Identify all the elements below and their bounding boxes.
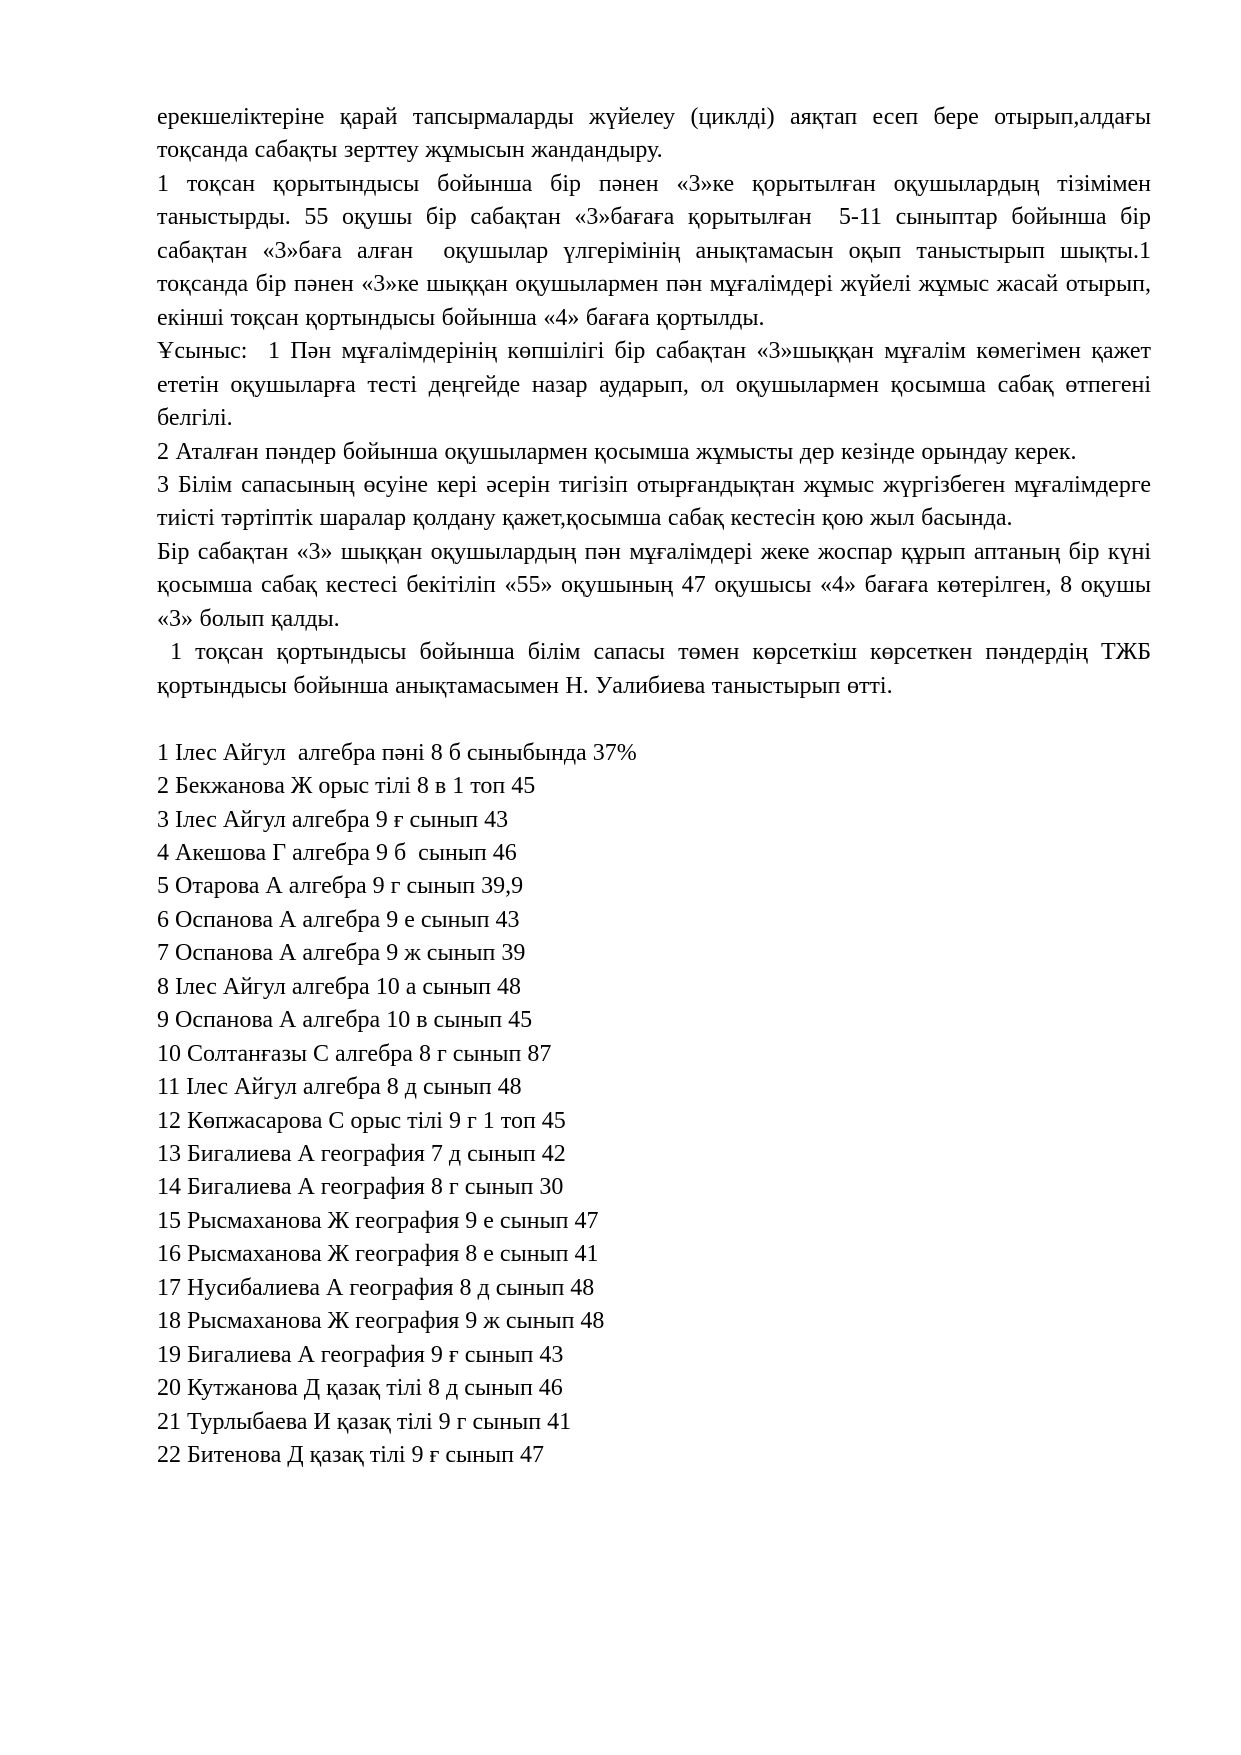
list-item: 9 Оспанова А алгебра 10 в сынып 45 <box>157 1007 533 1034</box>
list-item: 10 Солтанғазы С алгебра 8 г сынып 87 <box>157 1040 552 1067</box>
paragraph: Бір сабақтан «3» шыққан оқушылардың пән мұғалімдері жеке жоспар құрып аптаның бір күні қосымша сабақ кестесі бекітіліп «55» оқушының 47 оқушысы «4» бағаға көтерілген, 8 оқушы «3» болып қалды. <box>157 538 1158 632</box>
list-item: 22 Битенова Д қазақ тілі 9 ғ сынып 47 <box>157 1442 544 1469</box>
blank-line <box>157 703 1151 736</box>
paragraph: Ұсыныс: 1 Пән мұғалімдерінің көпшілігі бір сабақтан «3»шыққан мұғалім көмегімен қажет ететін оқушыларға тесті деңгейде назар аударып, ол оқушылармен қосымша сабақ өтпегені белгілі. <box>157 338 1158 432</box>
list-item: 12 Көпжасарова С орыс тілі 9 г 1 топ 45 <box>157 1107 566 1134</box>
list-item: 13 Бигалиева А география 7 д сынып 42 <box>157 1141 566 1168</box>
list-item: 6 Оспанова А алгебра 9 е сынып 43 <box>157 906 520 933</box>
list-item: 3 Ілес Айгул алгебра 9 ғ сынып 43 <box>157 806 509 833</box>
list-item: 8 Ілес Айгул алгебра 10 а сынып 48 <box>157 973 521 1000</box>
paragraph: 2 Аталған пәндер бойынша оқушылармен қосымша жұмысты дер кезінде орындау керек. <box>157 438 1077 465</box>
paragraph: 3 Білім сапасының өсуіне кері әсерін тигізіп отырғандықтан жұмыс жүргізбеген мұғалімдерге тиісті тәртіптік шаралар қолдану қажет,қосымша сабақ кестесін қою жыл басында. <box>157 471 1158 532</box>
paragraph: ерекшеліктеріне қарай тапсырмаларды жүйелеу (циклді) аяқтап есеп бере отырып,алдағы тоқсанда сабақты зерттеу жұмысын жандандыру. <box>157 104 1158 164</box>
list-item: 18 Рысмаханова Ж география 9 ж сынып 48 <box>157 1308 605 1335</box>
document-content <box>157 101 1158 1473</box>
list-item: 11 Ілес Айгул алгебра 8 д сынып 48 <box>157 1074 522 1101</box>
list-item: 17 Нусибалиева А география 8 д сынып 48 <box>157 1274 595 1301</box>
list-item: 19 Бигалиева А география 9 ғ сынып 43 <box>157 1341 564 1368</box>
list-item: 15 Рысмаханова Ж география 9 е сынып 47 <box>157 1207 599 1234</box>
list-item: 4 Акешова Г алгебра 9 б сынып 46 <box>157 839 517 866</box>
list-item: 7 Оспанова А алгебра 9 ж сынып 39 <box>157 940 526 967</box>
list-item: 2 Бекжанова Ж орыс тілі 8 в 1 топ 45 <box>157 773 536 800</box>
paragraph: 1 тоқсан қорытындысы бойынша бір пәнен «3»ке қорытылған оқушылардың тізімімен таныстырды. 55 оқушы бір сабақтан «3»бағаға қорытылған 5-11 сыныптар бойынша бір сабақтан «3»баға алған оқушылар үлгерімінің анықтамасын оқып таныстырып шықты.1 тоқсанда бір пәнен «3»ке шыққан оқушылармен пән мұғалімдері жүйелі жұмыс жасай отырып, екінші тоқсан қортындысы бойынша «4» бағаға қортылды. <box>157 170 1158 331</box>
list-item: 16 Рысмаханова Ж география 8 е сынып 41 <box>157 1241 599 1268</box>
list-item: 20 Кутжанова Д қазақ тілі 8 д сынып 46 <box>157 1375 563 1402</box>
paragraph: 1 тоқсан қортындысы бойынша білім сапасы төмен көрсеткіш көрсеткен пәндердің ТЖБ қортындысы бойынша анықтамасымен Н. Уалибиева таныстырып өтті. <box>157 639 1158 699</box>
list-item: 5 Отарова А алгебра 9 г сынып 39,9 <box>157 873 524 900</box>
list-item: 21 Турлыбаева И қазақ тілі 9 г сынып 41 <box>157 1408 572 1435</box>
results-list <box>157 737 1151 1473</box>
list-item: 14 Бигалиева А география 8 г сынып 30 <box>157 1174 564 1201</box>
list-item: 1 Ілес Айгул алгебра пәні 8 б сыныбында 37% <box>157 739 637 766</box>
